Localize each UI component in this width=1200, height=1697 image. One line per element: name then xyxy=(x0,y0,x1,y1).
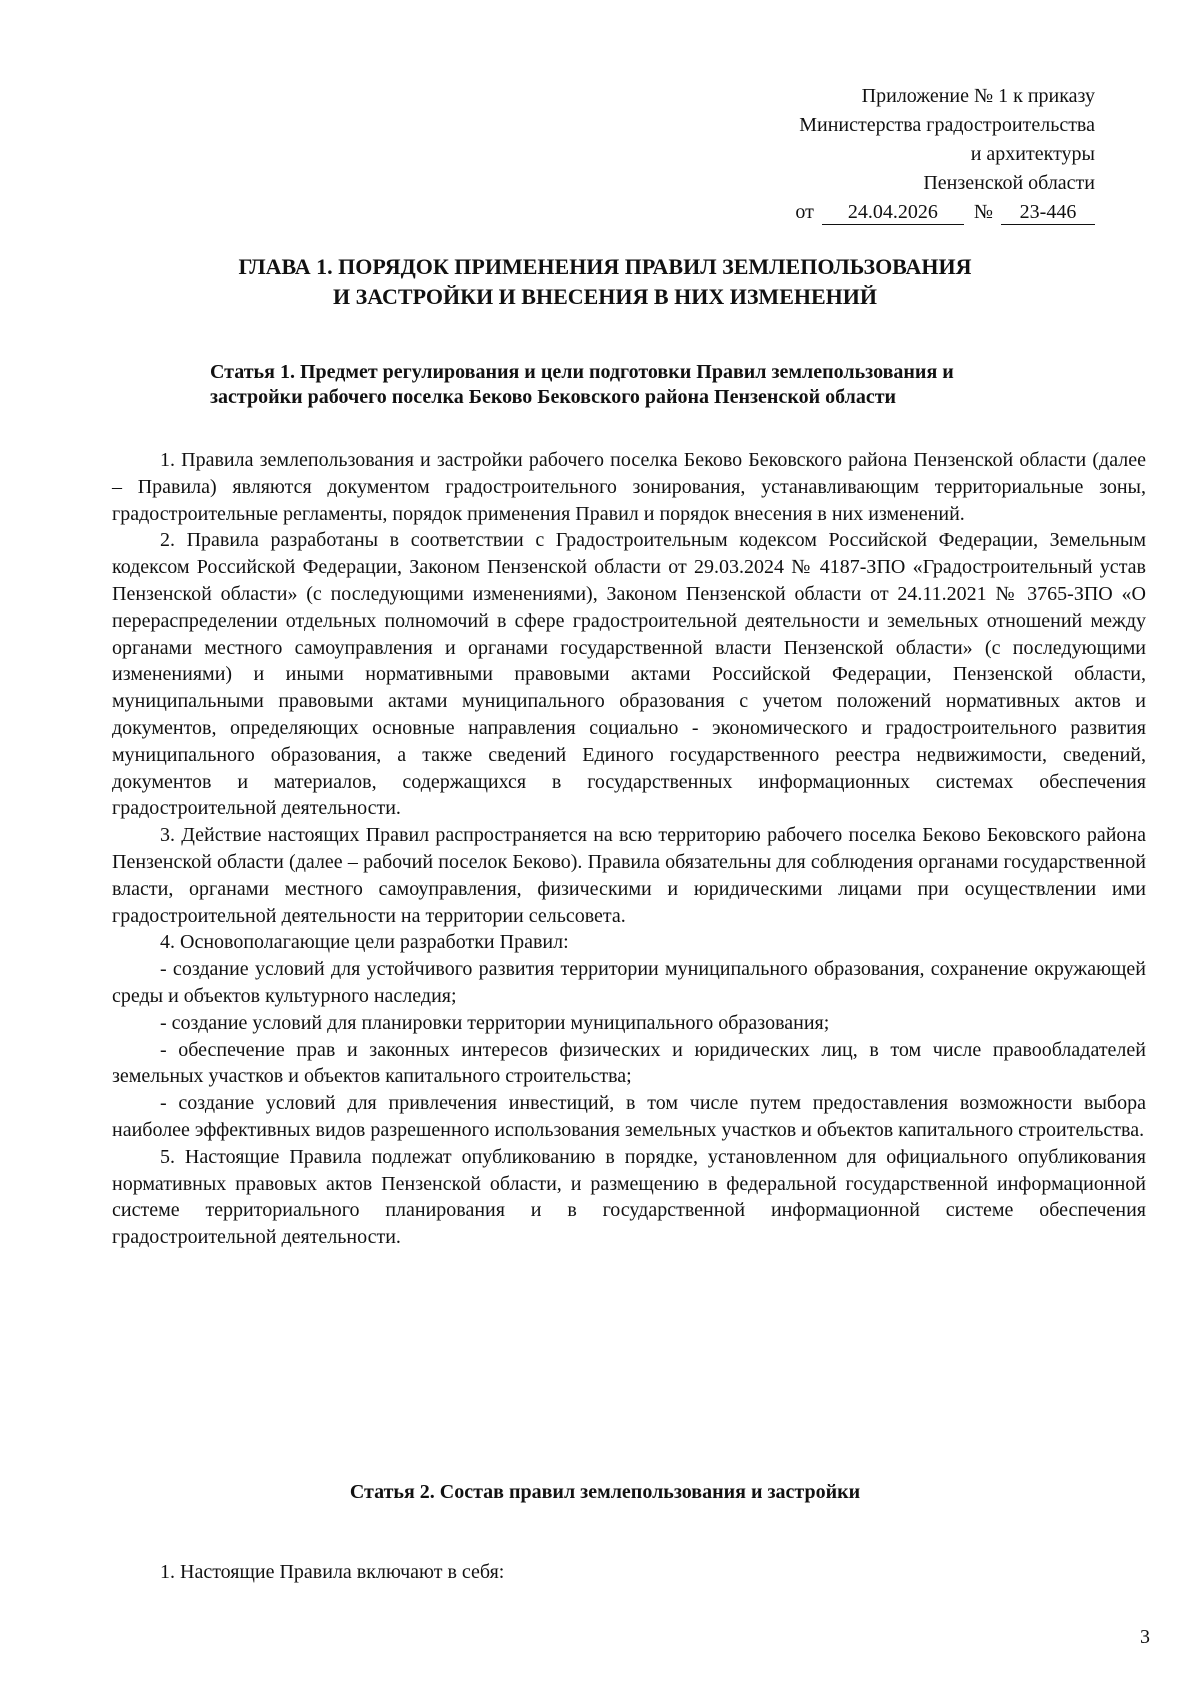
paragraph: 1. Правила землепользования и застройки рабочего поселка Беково Бековского района Пензенской области (далее – Правила) являются документом градостроительного зонирования, устанавливающим территориальные зоны, градостроительные регламенты, порядок применения Правил и порядок внесения в них изменений. xyxy=(112,449,1146,525)
date-prefix: от xyxy=(795,201,814,223)
list-item: - создание условий для привлечения инвестиций, в том числе путем предоставления возможности выбора наиболее эффективных видов разрешенного использования земельных участков и объектов капитального строительства. xyxy=(112,1092,1146,1141)
chapter-title-line-2: И ЗАСТРОЙКИ И ВНЕСЕНИЯ В НИХ ИЗМЕНЕНИЙ xyxy=(333,284,877,309)
list-item: - обеспечение прав и законных интересов физических и юридических лиц, в том числе правообладателей земельных участков и объектов капитального строительства; xyxy=(112,1038,1146,1088)
paragraph: 3. Действие настоящих Правил распространяется на всю территорию рабочего поселка Беково Бековского района Пензенской области (далее – рабочий поселок Беково). Правила обязательны для соблюдения органами государственной власти, органами местного самоуправления, физическими и юридическими лицами при осуществлении ими градостроительной деятельности на территории сельсовета. xyxy=(112,824,1146,927)
paragraph: 1. Настоящие Правила включают в себя: xyxy=(160,1561,505,1583)
paragraph: 5. Настоящие Правила подлежат опубликованию в порядке, установленном для официального опубликования нормативных правовых актов Пензенской области, и размещению в федеральной государственной информационной системе территориального планирования и в государственной информационной системе обеспечения градостроительной деятельности. xyxy=(112,1145,1146,1249)
list-item: - создание условий для планировки территории муниципального образования; xyxy=(160,1011,830,1034)
paragraph: 4. Основополагающие цели разработки Правил: xyxy=(160,931,569,954)
article-1-heading-line-1: Статья 1. Предмет регулирования и цели подготовки Правил землепользования и xyxy=(210,361,954,383)
header-line-2: Министерства градостроительства xyxy=(799,114,1095,136)
article-2-body xyxy=(112,1559,1146,1586)
order-number: 23-446 xyxy=(1001,200,1095,225)
article-2-heading: Статья 2. Состав правил землепользования и застройки xyxy=(349,1481,861,1503)
article-1-body xyxy=(112,447,1146,1251)
page-number: 3 xyxy=(1140,1626,1150,1648)
header-line-3: и архитектуры xyxy=(970,143,1095,165)
chapter-title xyxy=(105,252,1105,312)
article-1-heading xyxy=(210,360,1090,410)
chapter-title-line-1: ГЛАВА 1. ПОРЯДОК ПРИМЕНЕНИЯ ПРАВИЛ ЗЕМЛЕПОЛЬЗОВАНИЯ xyxy=(238,254,972,279)
header-line-4: Пензенской области xyxy=(923,172,1095,194)
date-number-line xyxy=(635,198,1095,227)
order-date: 24.04.2026 xyxy=(822,200,964,225)
header-line-1: Приложение № 1 к приказу xyxy=(861,85,1095,107)
number-prefix: № xyxy=(973,201,993,223)
list-item: - создание условий для устойчивого развития территории муниципального образования, сохранение окружающей среды и объектов культурного наследия; xyxy=(112,958,1146,1007)
approval-header xyxy=(635,82,1095,227)
paragraph: 2. Правила разработаны в соответствии с Градостроительным кодексом Российской Федерации, Земельным кодексом Российской Федерации, Законом Пензенской области от 29.03.2024 № 4187-ЗПО «Градостроительный устав Пензенской области» (с последующими изменениями), Законом Пензенской области от 24.11.2021 № 3765-ЗПО «О перераспределении отдельных полномочий в сфере градостроительной деятельности и земельных отношений между органами местного самоуправления и органами государственной власти Пензенской области» (с последующими изменениями) и иными нормативными правовыми актами Российской Федерации, Пензенской области, муниципальными правовыми актами муниципального образования с учетом положений нормативных актов и документов, определяющих основные направления социально - экономического и градостроительного развития муниципального образования, а также сведений Единого государственного реестра недвижимости, сведений, документов и материалов, содержащихся в государственных информационных системах обеспечения градостроительной деятельности. xyxy=(112,529,1146,820)
article-1-heading-line-2: застройки рабочего поселка Беково Бековского района Пензенской области xyxy=(210,386,897,408)
